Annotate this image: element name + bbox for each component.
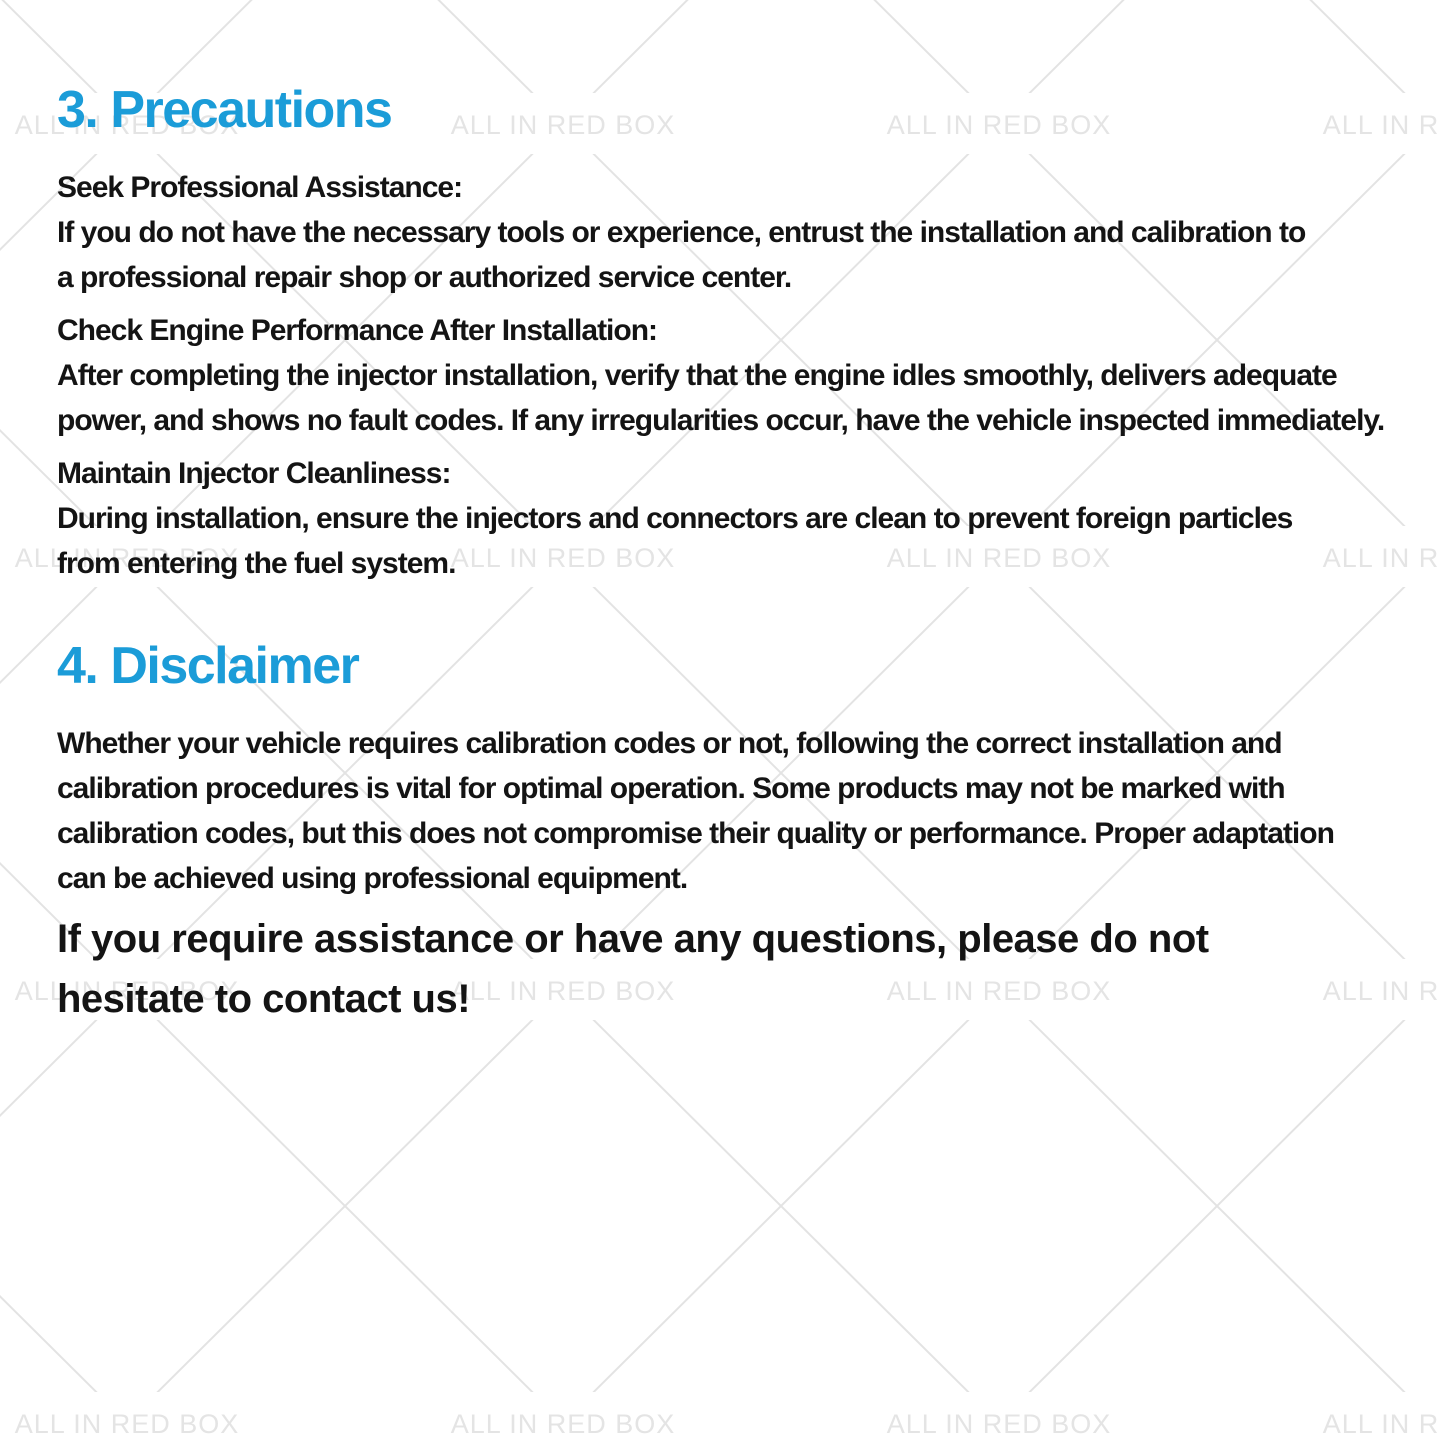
text-line: After completing the injector installation, verify that the engine idles smoothly, delivers adequate xyxy=(57,359,1337,393)
text-line: If you do not have the necessary tools or experience, entrust the installation and calibration to xyxy=(57,216,1306,250)
text-line: calibration codes, but this does not compromise their quality or performance. Proper adaptation xyxy=(57,817,1334,851)
text-line: power, and shows no fault codes. If any irregularities occur, have the vehicle inspected immediately. xyxy=(57,404,1385,438)
text-line: hesitate to contact us! xyxy=(57,977,471,1022)
text-line: Whether your vehicle requires calibration codes or not, following the correct installation and xyxy=(57,727,1282,761)
text-line: can be achieved using professional equipment. xyxy=(57,862,688,896)
text-line: a professional repair shop or authorized service center. xyxy=(57,261,792,295)
paragraph-disclaimer-body xyxy=(57,721,1440,901)
paragraph-check-engine-performance xyxy=(57,308,1440,443)
text-line: calibration procedures is vital for optimal operation. Some products may not be marked with xyxy=(57,772,1285,806)
paragraph-seek-professional-assistance xyxy=(57,165,1440,300)
text-line: from entering the fuel system. xyxy=(57,547,456,581)
heading-disclaimer: 4. Disclaimer xyxy=(57,637,359,696)
text-line: If you require assistance or have any questions, please do not xyxy=(57,917,1209,962)
text-line: Seek Professional Assistance: xyxy=(57,171,463,205)
text-line: Maintain Injector Cleanliness: xyxy=(57,457,451,491)
closing-contact-note xyxy=(57,909,1440,1029)
text-line: During installation, ensure the injectors and connectors are clean to prevent foreign particles xyxy=(57,502,1293,536)
paragraph-maintain-injector-cleanliness xyxy=(57,451,1440,586)
text-line: Check Engine Performance After Installation: xyxy=(57,314,658,348)
heading-precautions: 3. Precautions xyxy=(57,81,392,139)
